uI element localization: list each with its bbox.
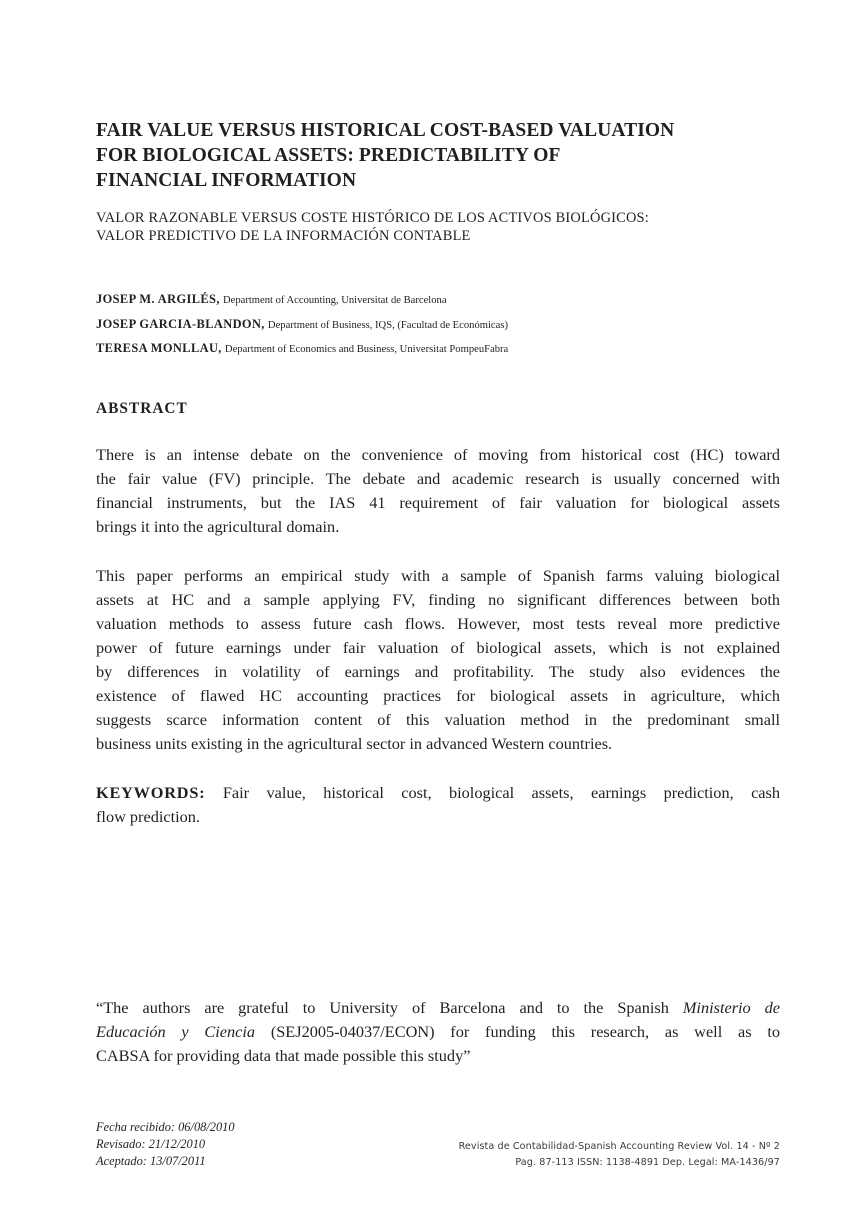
date-accepted: Aceptado: 13/07/2011: [96, 1154, 206, 1168]
subtitle-line: VALOR PREDICTIVO DE LA INFORMACIÓN CONTABLE: [96, 228, 471, 244]
text-line: assets at HC and a sample applying FV, finding no significant differences between both: [96, 590, 780, 609]
keywords-line: [96, 781, 780, 805]
text-line: This paper performs an empirical study with a sample of Spanish farms valuing biological: [96, 566, 780, 585]
date-revised: Revisado: 21/12/2010: [96, 1137, 206, 1151]
journal-info: [459, 1139, 780, 1171]
ack-text: “The authors are grateful to University of Barcelona and to the Spanish: [96, 998, 683, 1017]
author-name: JOSEP M. ARGILÉS,: [96, 292, 220, 306]
paper-title: [96, 118, 786, 193]
author-1: [96, 291, 447, 309]
date-received: Fecha recibido: 06/08/2010: [96, 1120, 235, 1134]
acknowledgement: [96, 996, 780, 1068]
author-name: JOSEP GARCIA-BLANDON,: [96, 317, 265, 331]
text-line: power of future earnings under fair valuation of biological assets, which is not explained: [96, 638, 780, 657]
journal-line: Pag. 87-113 ISSN: 1138-4891 Dep. Legal: MA-1436/97: [515, 1157, 780, 1168]
subtitle-line: VALOR RAZONABLE VERSUS COSTE HISTÓRICO DE LOS ACTIVOS BIOLÓGICOS:: [96, 210, 649, 226]
text-line: business units existing in the agricultural sector in advanced Western countries.: [96, 734, 613, 753]
ack-italic: Ministerio de: [682, 998, 781, 1017]
ack-italic: Educación y Ciencia: [96, 1022, 256, 1041]
text-line: financial instruments, but the IAS 41 requirement of fair valuation for biological assets: [96, 493, 780, 512]
ack-text: (SEJ2005-04037/ECON) for funding this research, as well as to: [255, 1022, 780, 1041]
paper-subtitle: [96, 209, 786, 245]
text-line: suggests scarce information content of this valuation method in the predominant small: [96, 710, 780, 729]
text-line: the fair value (FV) principle. The debate and academic research is usually concerned with: [96, 469, 780, 488]
submission-dates: [96, 1119, 235, 1170]
ack-line: [96, 996, 780, 1020]
author-name: TERESA MONLLAU,: [96, 341, 222, 355]
text-line: brings it into the agricultural domain.: [96, 517, 340, 536]
title-line: FAIR VALUE VERSUS HISTORICAL COST-BASED VALUATION: [96, 120, 675, 141]
text-line: valuation methods to assess future cash flows. However, most tests reveal more predictive: [96, 614, 780, 633]
ack-line: CABSA for providing data that made possible this study”: [96, 1046, 471, 1065]
abstract-paragraph-2: [96, 564, 780, 756]
abstract-heading: ABSTRACT: [96, 400, 188, 417]
keywords-line: flow prediction.: [96, 807, 200, 826]
author-3: [96, 340, 508, 358]
keywords-label: KEYWORDS:: [96, 783, 206, 802]
title-line: FINANCIAL INFORMATION: [96, 170, 357, 191]
text-line: by differences in volatility of earnings and profitability. The study also evidences the: [96, 662, 780, 681]
author-affiliation: Department of Business, IQS, (Facultad de Económicas): [267, 320, 508, 331]
text-line: There is an intense debate on the convenience of moving from historical cost (HC) toward: [96, 445, 780, 464]
keywords: [96, 781, 780, 829]
text-line: existence of flawed HC accounting practices for biological assets in agriculture, which: [96, 686, 780, 705]
journal-line: Revista de Contabilidad-Spanish Accounting Review Vol. 14 - Nº 2: [458, 1141, 780, 1152]
author-2: [96, 316, 508, 334]
abstract-paragraph-1: [96, 443, 780, 539]
title-line: FOR BIOLOGICAL ASSETS: PREDICTABILITY OF: [96, 145, 561, 166]
keywords-text: Fair value, historical cost, biological assets, earnings prediction, cash: [222, 783, 781, 802]
author-affiliation: Department of Accounting, Universitat de Barcelona: [222, 295, 447, 306]
author-affiliation: Department of Economics and Business, Universitat PompeuFabra: [224, 344, 509, 355]
ack-line: [96, 1020, 780, 1044]
